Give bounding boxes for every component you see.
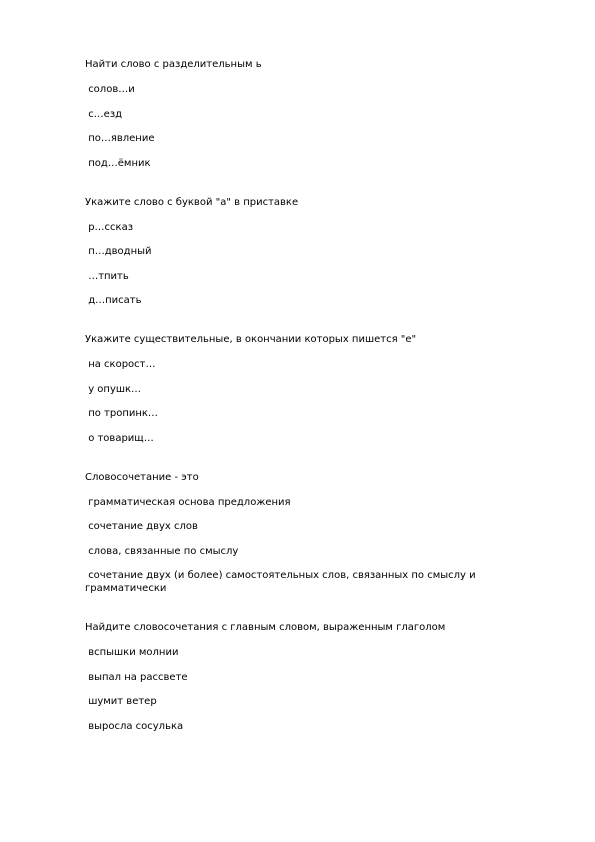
question-1 — [85, 58, 525, 170]
answer-option: сочетание двух слов — [85, 521, 198, 532]
answer-option: выросла сосулька — [85, 720, 184, 732]
answer-option: под…ёмник — [85, 157, 151, 169]
answer-option: на скорост… — [85, 359, 156, 370]
answer-option: сочетание двух (и более) самостоятельных слов, связанных по смыслу и грамматически — [85, 570, 479, 594]
answer-option: р…ссказ — [85, 221, 134, 233]
answer-option: о товарищ… — [85, 432, 154, 444]
question-5 — [85, 621, 525, 733]
answer-option: шумит ветер — [85, 696, 157, 707]
answer-option: вспышки молнии — [85, 647, 179, 658]
question-text: Найдите словосочетания с главным словом, выраженным глаголом — [85, 622, 446, 633]
answer-option: по тропинк… — [85, 408, 158, 419]
question-text: Словосочетание - это — [85, 471, 199, 483]
answer-option: д…писать — [85, 295, 142, 306]
answer-option: п…дводный — [85, 246, 152, 257]
document-page — [85, 58, 525, 759]
answer-option: слова, связанные по смыслу — [85, 545, 239, 557]
question-3 — [85, 333, 525, 445]
answer-option: солов…и — [85, 84, 135, 95]
answer-option: по…явление — [85, 133, 155, 144]
question-text: Укажите существительные, в окончании которых пишется "е" — [85, 334, 417, 345]
question-text: Найти слово с разделительным ь — [85, 59, 262, 70]
question-2 — [85, 196, 525, 308]
answer-option: выпал на рассвете — [85, 671, 188, 683]
question-4 — [85, 471, 525, 596]
question-text: Укажите слово с буквой "а" в приставке — [85, 196, 299, 208]
answer-option: у опушк… — [85, 383, 142, 395]
answer-option: грамматическая основа предложения — [85, 496, 291, 508]
answer-option: …тпить — [85, 270, 129, 282]
answer-option: с…езд — [85, 108, 123, 120]
